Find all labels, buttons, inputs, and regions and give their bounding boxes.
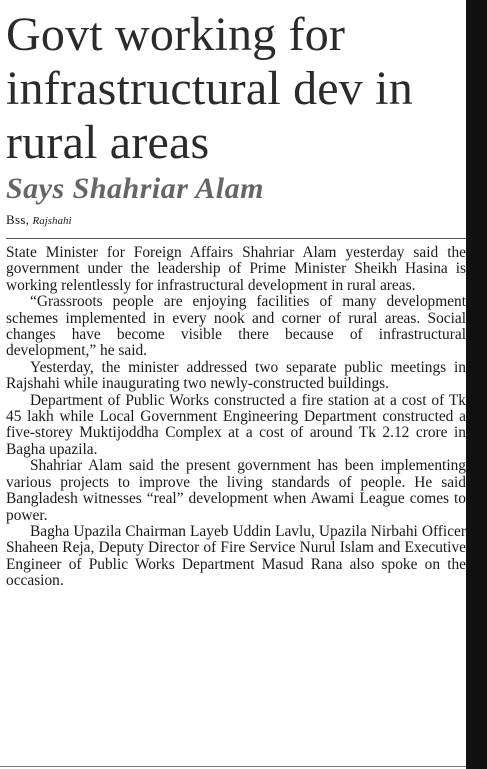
news-article xyxy=(6,8,466,590)
article-body xyxy=(6,245,466,590)
paragraph: Bagha Upazila Chairman Layeb Uddin Lavlu, Upazila Nirbahi Officer Shaheen Reja, Deputy Director of Fire Service Nurul Islam and Executive Engineer of Public Works Department Masud Rana also spoke on the occasion. xyxy=(6,522,466,590)
paragraph: “Grassroots people are enjoying facilities of many development schemes implemented in every nook and corner of rural areas. Social changes have become visible there because of infrastructural development,” he said. xyxy=(6,293,466,360)
byline xyxy=(6,212,466,239)
paragraph: Department of Public Works constructed a fire station at a cost of Tk 45 lakh while Local Government Engineering Department constructed a five-storey Muktijoddha Complex at a cost of around Tk 2.12 crore in Bagha upazila. xyxy=(6,391,466,458)
paragraph: State Minister for Foreign Affairs Shahriar Alam yesterday said the government under the leadership of Prime Minister Sheikh Hasina is working relentlessly for infrastructural development in rural areas. xyxy=(6,244,466,294)
byline-agency: Bss, xyxy=(6,212,30,227)
headline: Govt working for infrastructural dev in rural areas xyxy=(6,8,413,169)
paragraph: Shahriar Alam said the present government has been implementing various projects to improve the living standards of people. He said Bangladesh witnesses “real” development when Awami League comes to power. xyxy=(6,457,466,524)
bottom-rule xyxy=(0,766,466,767)
subheadline: Says Shahriar Alam xyxy=(6,172,264,205)
byline-place: Rajshahi xyxy=(32,215,72,227)
paragraph: Yesterday, the minister addressed two separate public meetings in Rajshahi while inaugurating two newly-constructed buildings. xyxy=(6,358,466,393)
page-edge-bar xyxy=(466,0,487,769)
